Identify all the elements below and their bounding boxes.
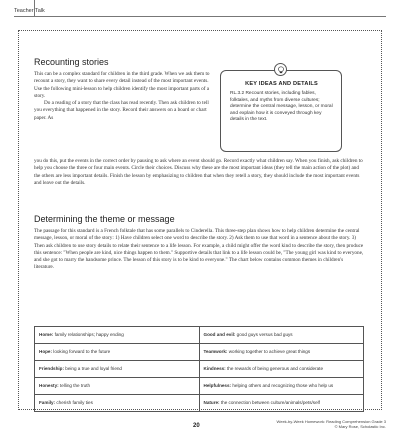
key-ideas-standard: RL.3.2 Recount stories, including fables, folktales, and myths from diverse cultures; determine the central message, lesson, or moral and explain how it is conveyed through key details in the text. (230, 91, 333, 123)
key-ideas-title: KEY IDEAS AND DETAILS (245, 81, 318, 87)
table-row (35, 361, 364, 378)
header-divider (14, 16, 386, 17)
theme-label: Family: (39, 400, 56, 405)
recounting-para-2b: you do this, put the events in the correct order by pausing to ask where an event should go. Record exactly what children say. When you finish, ask children to help you choose the three or four main events. Circle their choices. Discuss why these are the most important ideas (they tell the main action of the plot) and the others are less important details. Finish the lesson by emphasizing to children that when they retell a story, they should include the most important events and leave out the details. (34, 158, 363, 186)
table-cell (199, 378, 364, 395)
table-cell (35, 395, 200, 412)
theme-label: Good and evil: (203, 332, 236, 337)
running-header: Teacher Talk (14, 8, 45, 14)
table-cell (199, 395, 364, 412)
section-title-recounting: Recounting stories (34, 57, 109, 67)
table-row (35, 344, 364, 361)
table-cell (35, 327, 200, 344)
table-cell (199, 361, 364, 378)
theme-label: Friendship: (39, 366, 65, 371)
theme-description: family relationships; happy ending (53, 332, 124, 337)
theme-description: the rewards of being generous and considerate (225, 366, 324, 371)
header-divider-vertical (34, 0, 35, 16)
theme-label: Honesty: (39, 383, 59, 388)
theme-description: good guys versus bad guys (235, 332, 293, 337)
table-row (35, 395, 364, 412)
theme-label: Home: (39, 332, 54, 337)
theme-description: working together to achieve great things (227, 349, 311, 354)
theme-description: cherish family ties (55, 400, 93, 405)
theme-description: being a true and loyal friend (64, 366, 122, 371)
table-cell (35, 378, 200, 395)
theme-label: Hope: (39, 349, 53, 354)
section-title-theme: Determining the theme or message (34, 214, 175, 224)
theme-label: Teamwork: (203, 349, 228, 354)
footer-credit (270, 419, 386, 429)
theme-label: Nature: (203, 400, 220, 405)
recounting-para-2a: Do a reading of a story that the class has read recently. Then ask children to tell you everything that happened in the story. Record their answers on a board or chart paper. As (34, 100, 209, 121)
themes-table (34, 326, 364, 412)
theme-label: Kindness: (203, 366, 226, 371)
table-row (35, 378, 364, 395)
theme-description: the connection between culture/animals/pets/self (219, 400, 320, 405)
table-cell (199, 344, 364, 361)
theme-body (34, 228, 364, 272)
theme-description: telling the truth (58, 383, 91, 388)
table-cell (199, 327, 364, 344)
recounting-intro (34, 71, 212, 122)
footer-credit-line-1: Week-by-Week Homework: Reading Comprehension Grade 3 (276, 419, 386, 424)
theme-para: The passage for this standard is a French folktale that has some parallels to Cinderella. This three-step plan shows how to help children determine the central message, lesson, or moral of the story: 1) Have children select one word to describe the story. 2) Ask them to use that word in a sentence about the story. 3) Then ask children to use story details to relate their sentence to a life lesson. For example, a child might offer the word kind to describe the story, then produce this sentence: "When people are kind, nice things happen to them." Supportive details that link to a life lesson could be, "The young girl was kind to everyone, and she got to marry the handsome prince. The lesson of this story is to be kind to everyone." The chart below contains common themes in children's literature. (34, 228, 364, 271)
theme-description: helping others and recognizing those who help us (231, 383, 334, 388)
table-cell (35, 344, 200, 361)
table-cell (35, 361, 200, 378)
recounting-continued (34, 158, 364, 187)
lightbulb-icon (274, 63, 287, 76)
theme-label: Helpfulness: (203, 383, 232, 388)
footer-credit-line-2: © Mary Rose, Scholastic Inc. (334, 424, 386, 429)
recounting-para-1: This can be a complex standard for children in the third grade. When we ask them to recount a story, they want to share every detail instead of the most important events. Use the following mini-lesson to help children identify the most important parts of a story. (34, 71, 210, 99)
page-number: 20 (193, 423, 200, 429)
table-row (35, 327, 364, 344)
theme-description: looking forward to the future (52, 349, 111, 354)
key-ideas-box (220, 70, 342, 152)
